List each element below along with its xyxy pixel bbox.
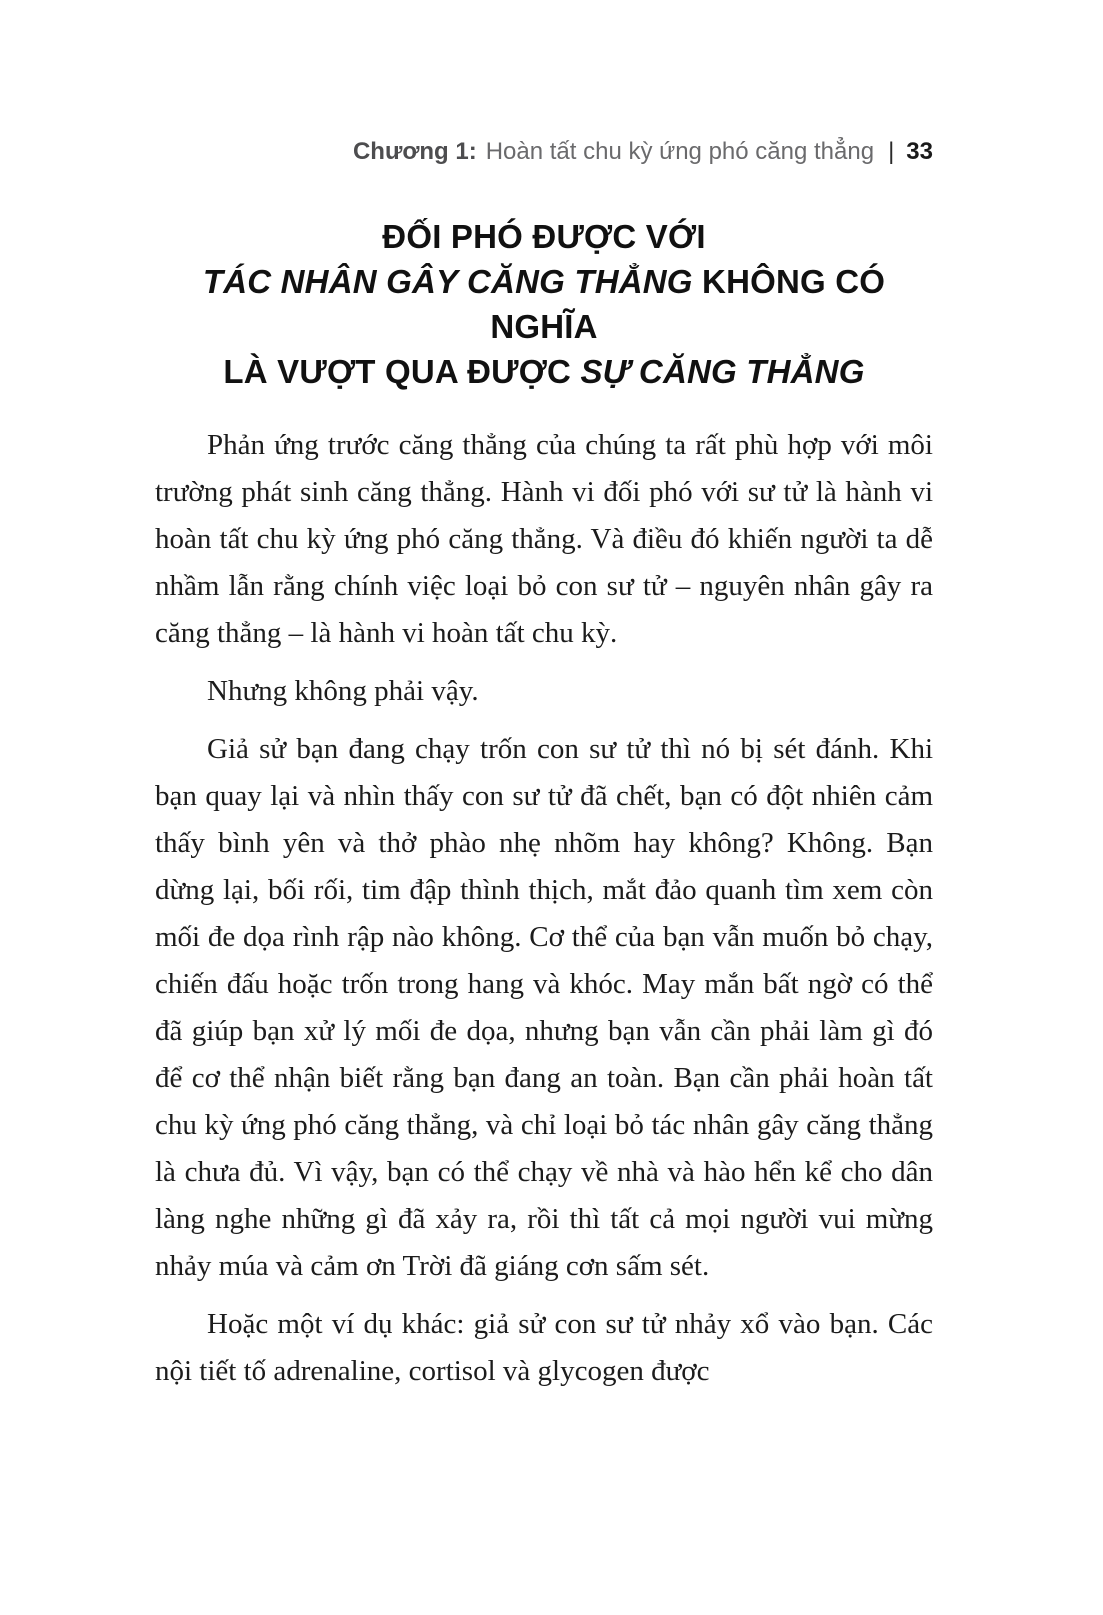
title-line-2-rest: KHÔNG CÓ NGHĨA xyxy=(490,262,886,345)
title-line-1: ĐỐI PHÓ ĐƯỢC VỚI xyxy=(382,217,706,255)
paragraph-2: Nhưng không phải vậy. xyxy=(207,674,479,707)
chapter-title: Hoàn tất chu kỳ ứng phó căng thẳng xyxy=(485,138,875,165)
page-content xyxy=(155,138,933,1395)
body-text xyxy=(155,422,933,1395)
paragraph-3: Giả sử bạn đang chạy trốn con sư tử thì nó bị sét đánh. Khi bạn quay lại và nhìn thấy con sư tử đã chết, bạn có đột nhiên cảm thấy bình yên và thở phào nhẹ nhõm hay không? Không. Bạn dừng lại, bối rối, tim đập thình thịch, mắt đảo quanh tìm xem còn mối đe dọa rình rập nào không. Cơ thể của bạn vẫn muốn bỏ chạy, chiến đấu hoặc trốn trong hang và khóc. May mắn bất ngờ có thể đã giúp bạn xử lý mối đe dọa, nhưng bạn vẫn cần phải làm gì đó để cơ thể nhận biết rằng bạn đang an toàn. Bạn cần phải hoàn tất chu kỳ ứng phó căng thẳng, và chỉ loại bỏ tác nhân gây căng thẳng là chưa đủ. Vì vậy, bạn có thể chạy về nhà và hào hển kể cho dân làng nghe những gì đã xảy ra, rồi thì tất cả mọi người vui mừng nhảy múa và cảm ơn Trời đã giáng cơn sấm sét. xyxy=(155,732,933,1282)
header-separator: | xyxy=(888,138,895,165)
running-header xyxy=(155,138,933,167)
title-line-3-start: LÀ VƯỢT QUA ĐƯỢC xyxy=(223,352,581,390)
title-line-3-italic: SỰ CĂNG THẲNG xyxy=(580,352,865,390)
paragraph-1: Phản ứng trước căng thẳng của chúng ta rất phù hợp với môi trường phát sinh căng thẳng. Hành vi đối phó với sư tử là hành vi hoàn tất chu kỳ ứng phó căng thẳng. Và điều đó khiến người ta dễ nhầm lẫn rằng chính việc loại bỏ con sư tử – nguyên nhân gây ra căng thẳng – là hành vi hoàn tất chu kỳ. xyxy=(155,428,933,649)
section-title xyxy=(155,214,933,394)
paragraph-4: Hoặc một ví dụ khác: giả sử con sư tử nhảy xổ vào bạn. Các nội tiết tố adrenaline, cortisol và glycogen được xyxy=(155,1307,933,1387)
title-line-2-italic: TÁC NHÂN GÂY CĂNG THẲNG xyxy=(202,262,693,300)
chapter-label: Chương 1: xyxy=(352,138,477,165)
page-number: 33 xyxy=(906,138,933,165)
